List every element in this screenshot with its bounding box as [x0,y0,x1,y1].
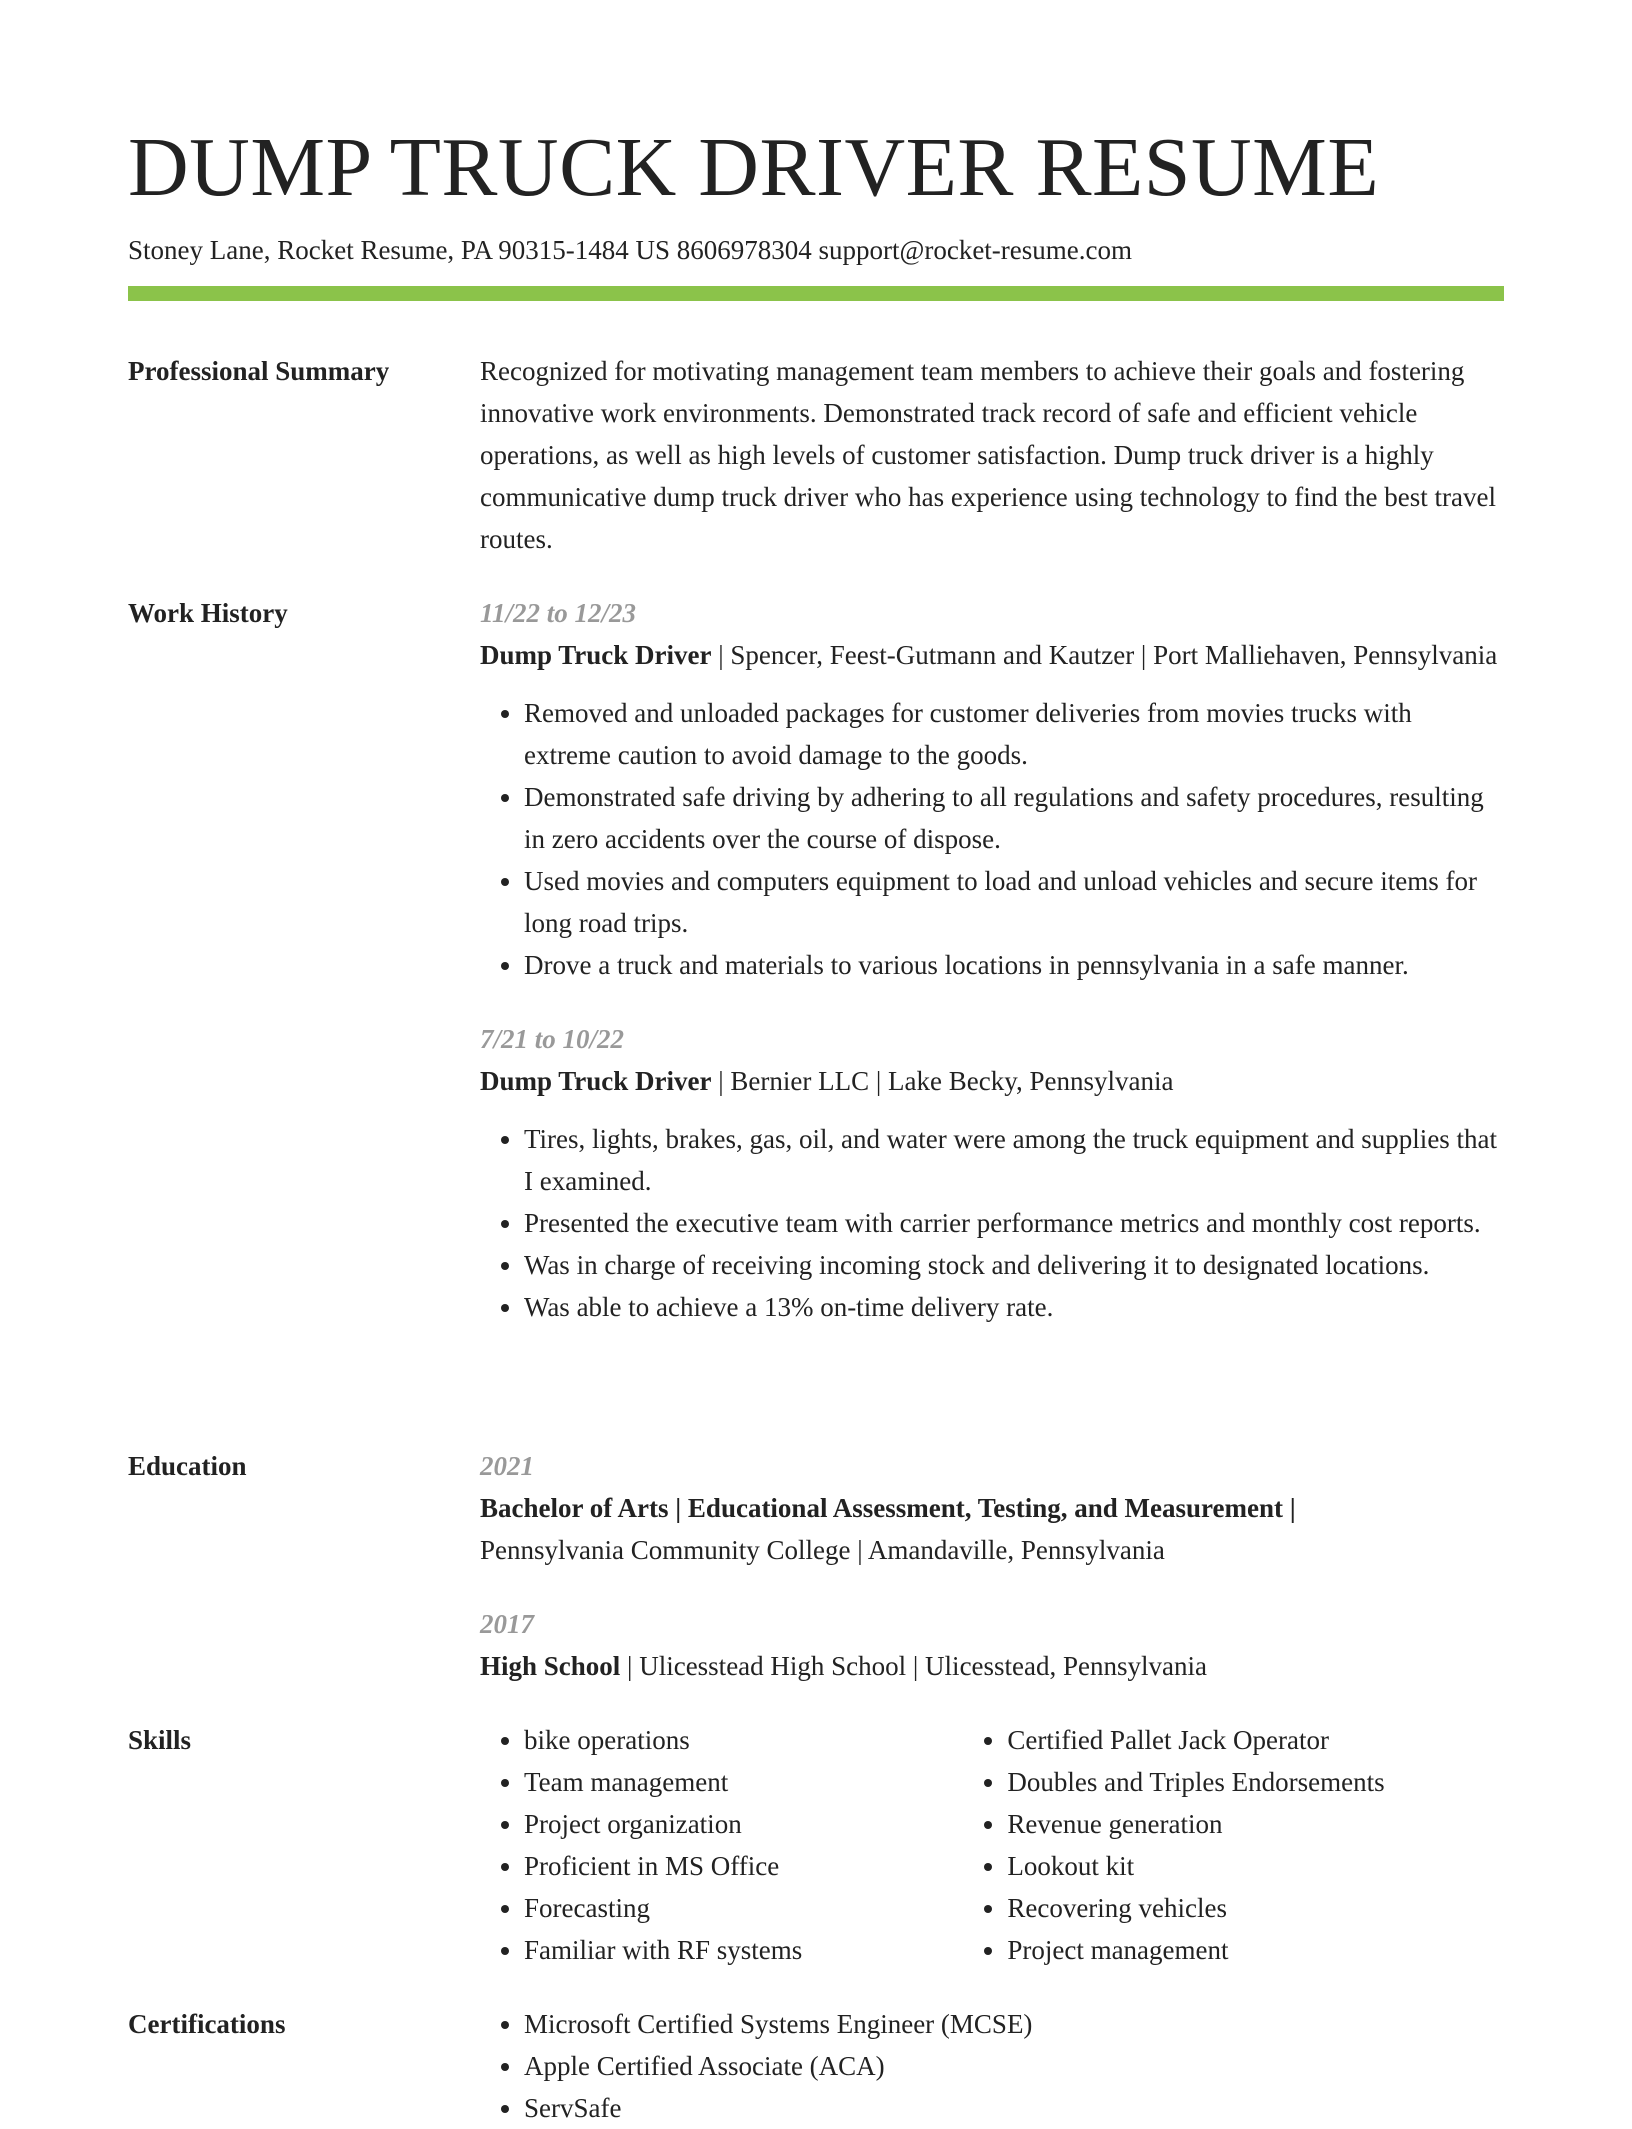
job-bullets [480,1118,1504,1328]
certifications-body [480,2003,1504,2129]
skill-item: • Project management [1007,1929,1504,1971]
certification-item: • Apple Certified Associate (ACA) [524,2045,1504,2087]
education-heading: Education [128,1451,247,1481]
certifications-list [480,2003,1504,2129]
skill-item: • Doubles and Triples Endorsements [1007,1761,1504,1803]
job-headline [480,634,1504,676]
education-details: | Ulicesstead High School | Ulicesstead, Pennsylvania [620,1651,1207,1681]
skill-item: • Certified Pallet Jack Operator [1007,1719,1504,1761]
education-degree: High School [480,1651,621,1681]
education-entry [480,1603,1504,1687]
education-entry [480,1445,1504,1571]
skill-item: • Familiar with RF systems [524,1929,963,1971]
summary-text: Recognized for motivating management team members to achieve their goals and fostering innovative work environments. Demonstrated track record of safe and efficient vehicle operations, as well as high levels of customer satisfaction. Dump truck driver is a highly communicative dump truck driver who has experience using technology to find the best travel routes. [480,356,1496,554]
skill-item: • Team management [524,1761,963,1803]
job-bullet: • Demonstrated safe driving by adhering to all regulations and safety procedures, resulting in zero accidents over the course of dispose. [524,776,1504,860]
certification-item: • Microsoft Certified Systems Engineer (MCSE) [524,2003,1504,2045]
job-headline [480,1060,1504,1102]
job-bullet: • Was in charge of receiving incoming stock and delivering it to designated locations. [524,1244,1504,1286]
job-bullet: • Removed and unloaded packages for customer deliveries from movies trucks with extreme caution to avoid damage to the goods. [524,692,1504,776]
work-history-body [480,592,1504,1328]
education-headline [480,1645,1504,1687]
job-title: Dump Truck Driver [480,1066,712,1096]
summary-body [480,350,1504,560]
skill-item: • Forecasting [524,1887,963,1929]
education-body [480,1445,1504,1687]
skills-heading: Skills [128,1725,192,1755]
contact-email[interactable]: support@rocket-resume.com [818,235,1133,265]
skills-body [480,1719,1504,1971]
contact-phone: 8606978304 [676,235,812,265]
skill-item: • Project organization [524,1803,963,1845]
work-history-heading: Work History [128,598,288,628]
education-year: 2021 [480,1451,534,1481]
skill-item: • bike operations [524,1719,963,1761]
skills-column-1 [480,1719,963,1971]
job-details: | Spencer, Feest-Gutmann and Kautzer | Port Malliehaven, Pennsylvania [711,640,1498,670]
job-dates: 7/21 to 10/22 [480,1024,625,1054]
education-details: Pennsylvania Community College | Amandaville, Pennsylvania [480,1535,1165,1565]
skill-item: • Proficient in MS Office [524,1845,963,1887]
skill-item: • Lookout kit [1007,1845,1504,1887]
job-dates: 11/22 to 12/23 [480,598,637,628]
skill-item: • Recovering vehicles [1007,1887,1504,1929]
job-entry [480,1018,1504,1328]
certification-item: • ServSafe [524,2087,1504,2129]
job-bullets [480,692,1504,986]
skills-grid [480,1719,1504,1971]
skill-item: • Revenue generation [1007,1803,1504,1845]
job-entry [480,592,1504,986]
education-degree: Bachelor of Arts | Educational Assessment, Testing, and Measurement | [480,1493,1296,1523]
skills-column-2 [963,1719,1504,1971]
resume-title: DUMP TRUCK DRIVER RESUME [128,121,1380,214]
contact-address: Stoney Lane, Rocket Resume, PA 90315-1484 US [128,235,670,265]
education-headline [480,1487,1504,1571]
job-bullet: • Presented the executive team with carrier performance metrics and monthly cost reports. [524,1202,1504,1244]
education-year: 2017 [480,1609,534,1639]
summary-heading: Professional Summary [128,356,390,386]
header-divider [128,286,1504,301]
job-details: | Bernier LLC | Lake Becky, Pennsylvania [711,1066,1174,1096]
job-bullet: • Tires, lights, brakes, gas, oil, and water were among the truck equipment and supplies that I examined. [524,1118,1504,1202]
job-bullet: • Used movies and computers equipment to load and unload vehicles and secure items for long road trips. [524,860,1504,944]
contact-line [128,230,1132,270]
certifications-heading: Certifications [128,2009,286,2039]
job-bullet: • Was able to achieve a 13% on-time delivery rate. [524,1286,1504,1328]
job-title: Dump Truck Driver [480,640,712,670]
job-bullet: • Drove a truck and materials to various locations in pennsylvania in a safe manner. [524,944,1504,986]
